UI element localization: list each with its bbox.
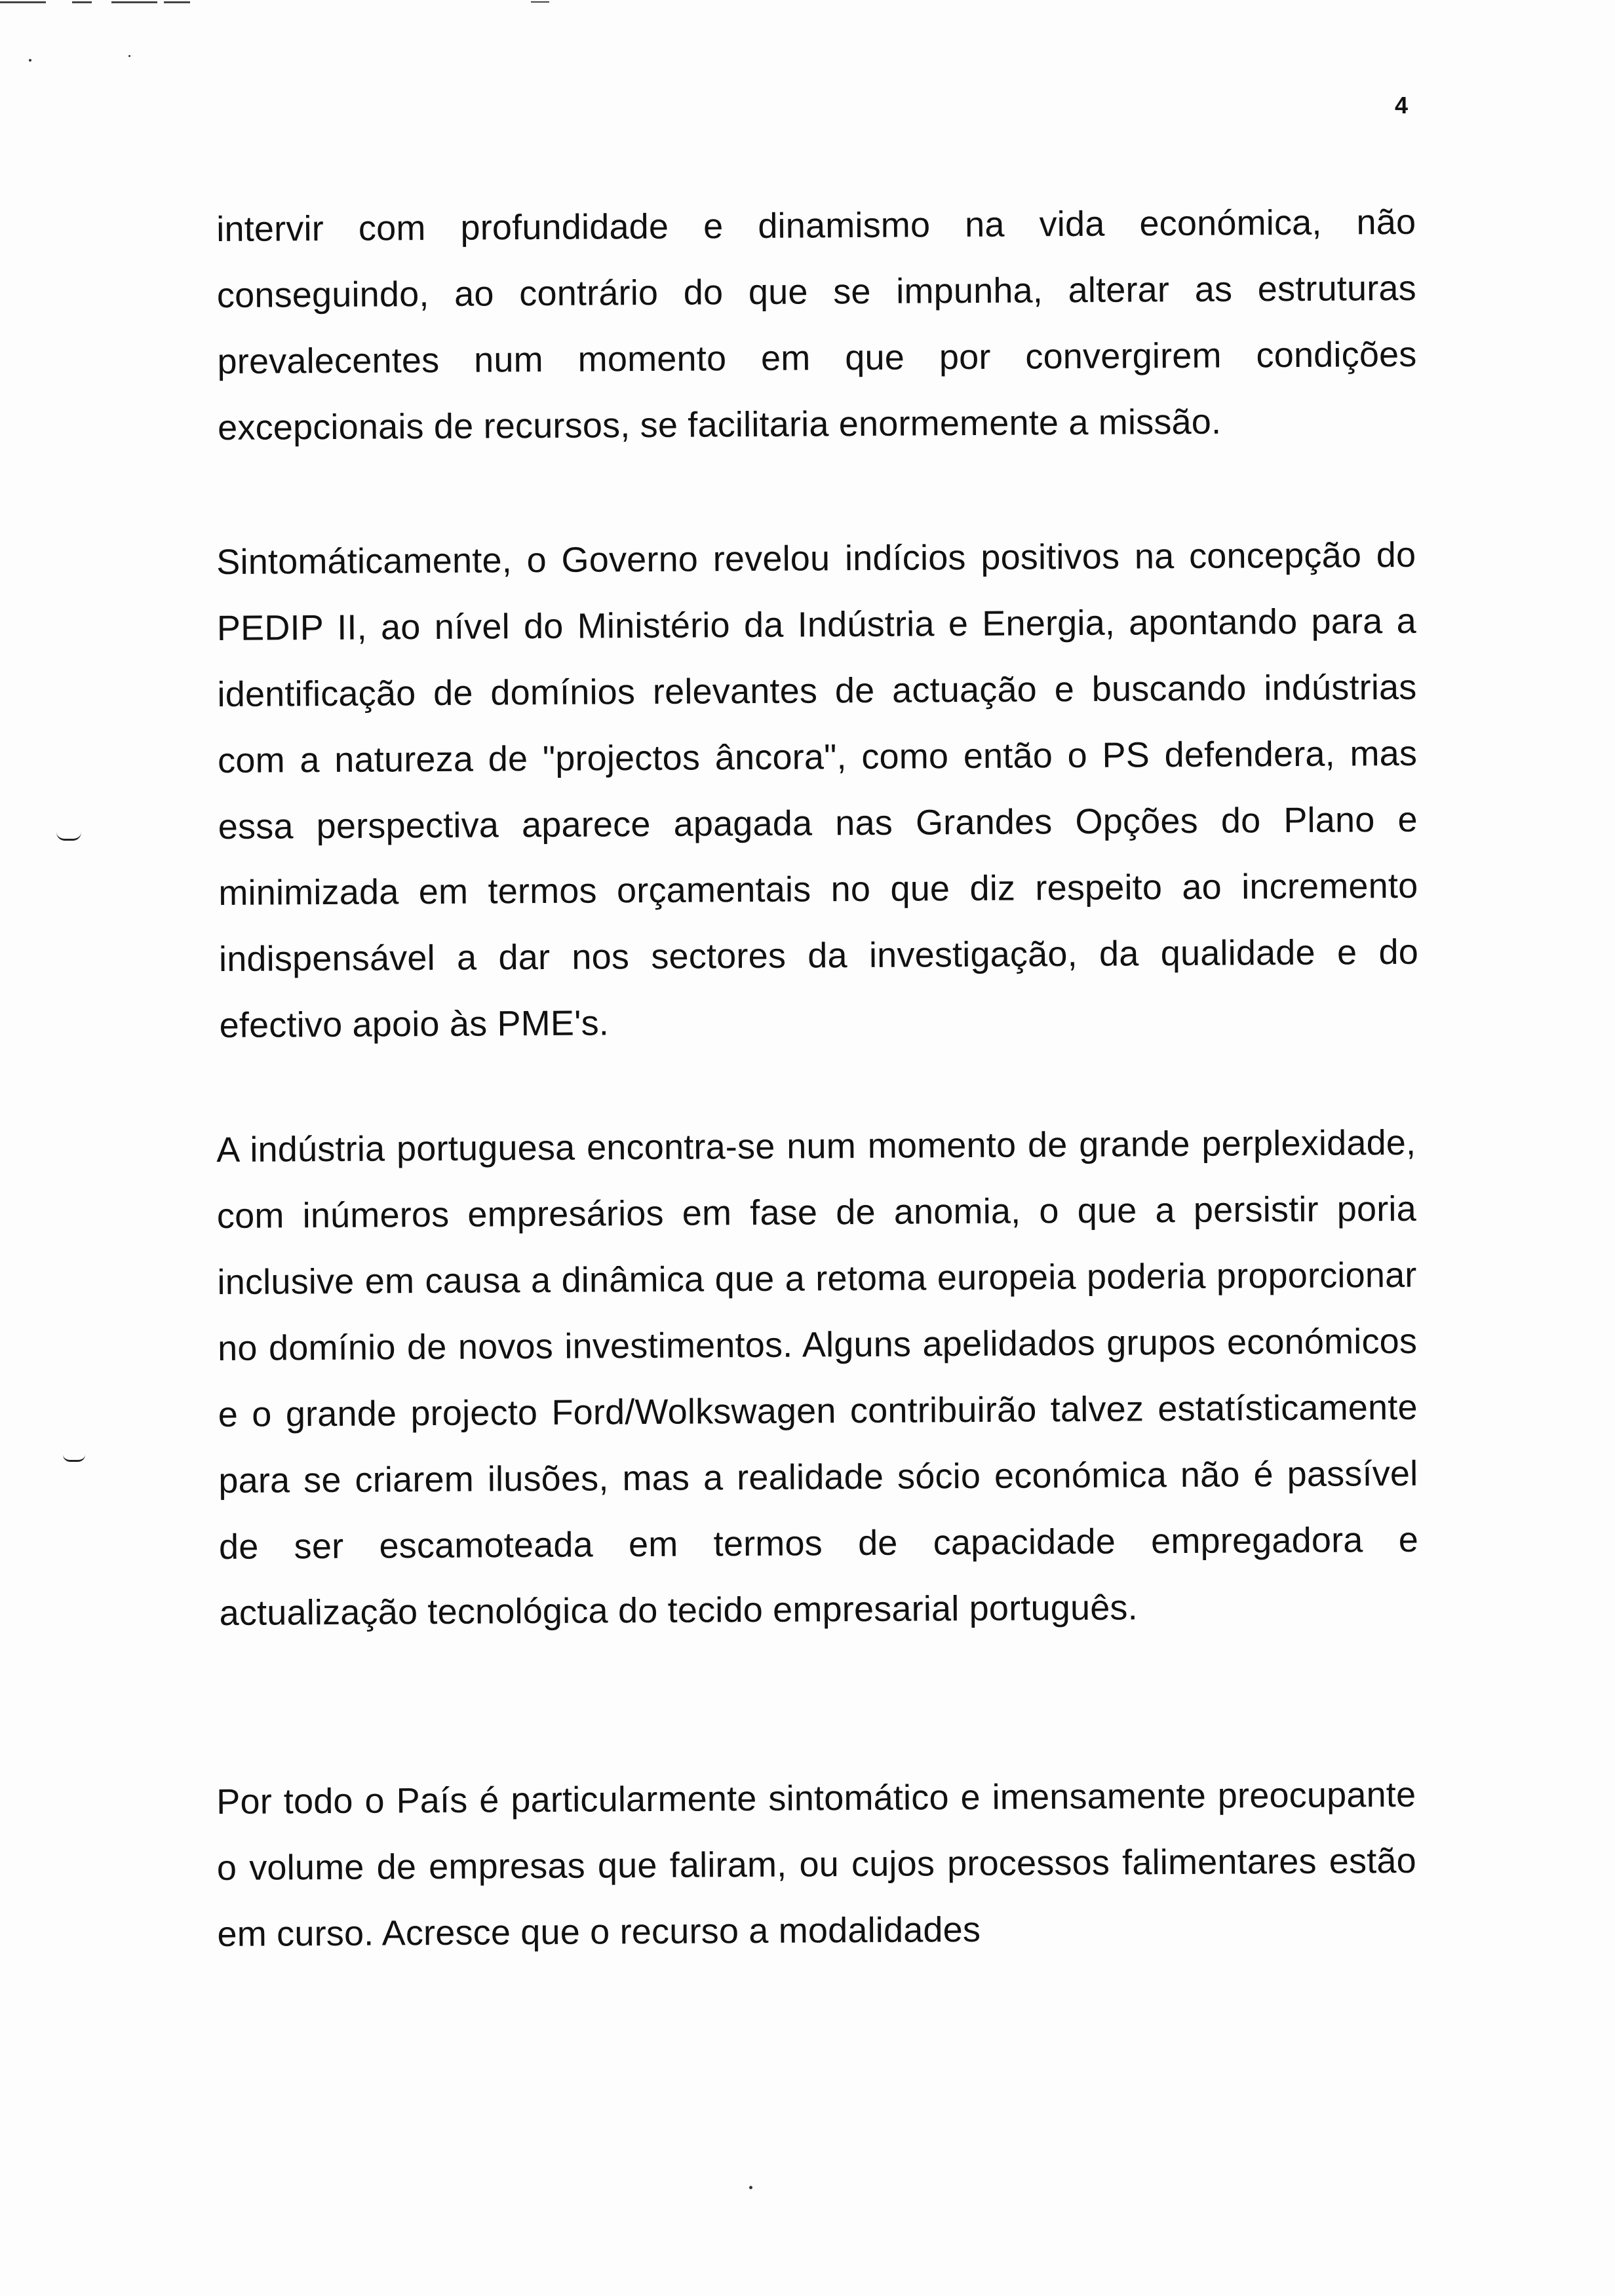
- page-number: 4: [1395, 92, 1409, 119]
- scan-artifact-top: [0, 0, 590, 8]
- margin-mark: [63, 1455, 85, 1462]
- scan-scratch: [111, 1, 157, 3]
- scan-scratch: [164, 1, 190, 3]
- scan-scratch: [72, 1, 92, 3]
- margin-mark: [56, 832, 81, 841]
- scan-scratch: [531, 1, 549, 3]
- paragraph-1: intervir com profundidade e dinamismo na vida económica, não conseguindo, ao contrário do que se impunha, alterar as estruturas prevalecentes num momento em que por convergirem condições excepcionais de recursos, se facilitaria enormemente a missão.: [216, 202, 1417, 448]
- paragraph-4: Por todo o País é particularmente sintomático e imensamente preocupante o volume de empresas que faliram, ou cujos processos falimentares estão em curso. Acresce que o recurso a modalidades: [216, 1774, 1417, 1954]
- paragraph-3: A indústria portuguesa encontra-se num momento de grande perplexidade, com inúmeros empresários em fase de anomia, o que a persistir poria inclusive em causa a dinâmica que a retoma europeia poderia proporcionar no domínio de novos investimentos. Alguns apelidados grupos económicos e o grande projecto Ford/Wolkswagen contribuirão talvez estatísticamente para se criarem ilusões, mas a realidade sócio económica não é passível de ser escamoteada em termos de capacidade empregadora e actualização tecnológica do tecido empresarial português.: [216, 1122, 1419, 1633]
- scan-speck: [749, 2186, 752, 2189]
- scan-speck: [29, 59, 31, 62]
- scan-scratch: [0, 1, 46, 3]
- scan-speck: [128, 55, 130, 57]
- paragraph-2: Sintomáticamente, o Governo revelou indícios positivos na concepção do PEDIP II, ao nível do Ministério da Indústria e Energia, apontando para a identificação de domínios relevantes de actuação e buscando indústrias com a natureza de "projectos âncora", como então o PS defendera, mas essa perspectiva aparece apagada nas Grandes Opções do Plano e minimizada em termos orçamentais no que diz respeito ao incremento indispensável a dar nos sectores da investigação, da qualidade e do efectivo apoio às PME's.: [216, 535, 1419, 1045]
